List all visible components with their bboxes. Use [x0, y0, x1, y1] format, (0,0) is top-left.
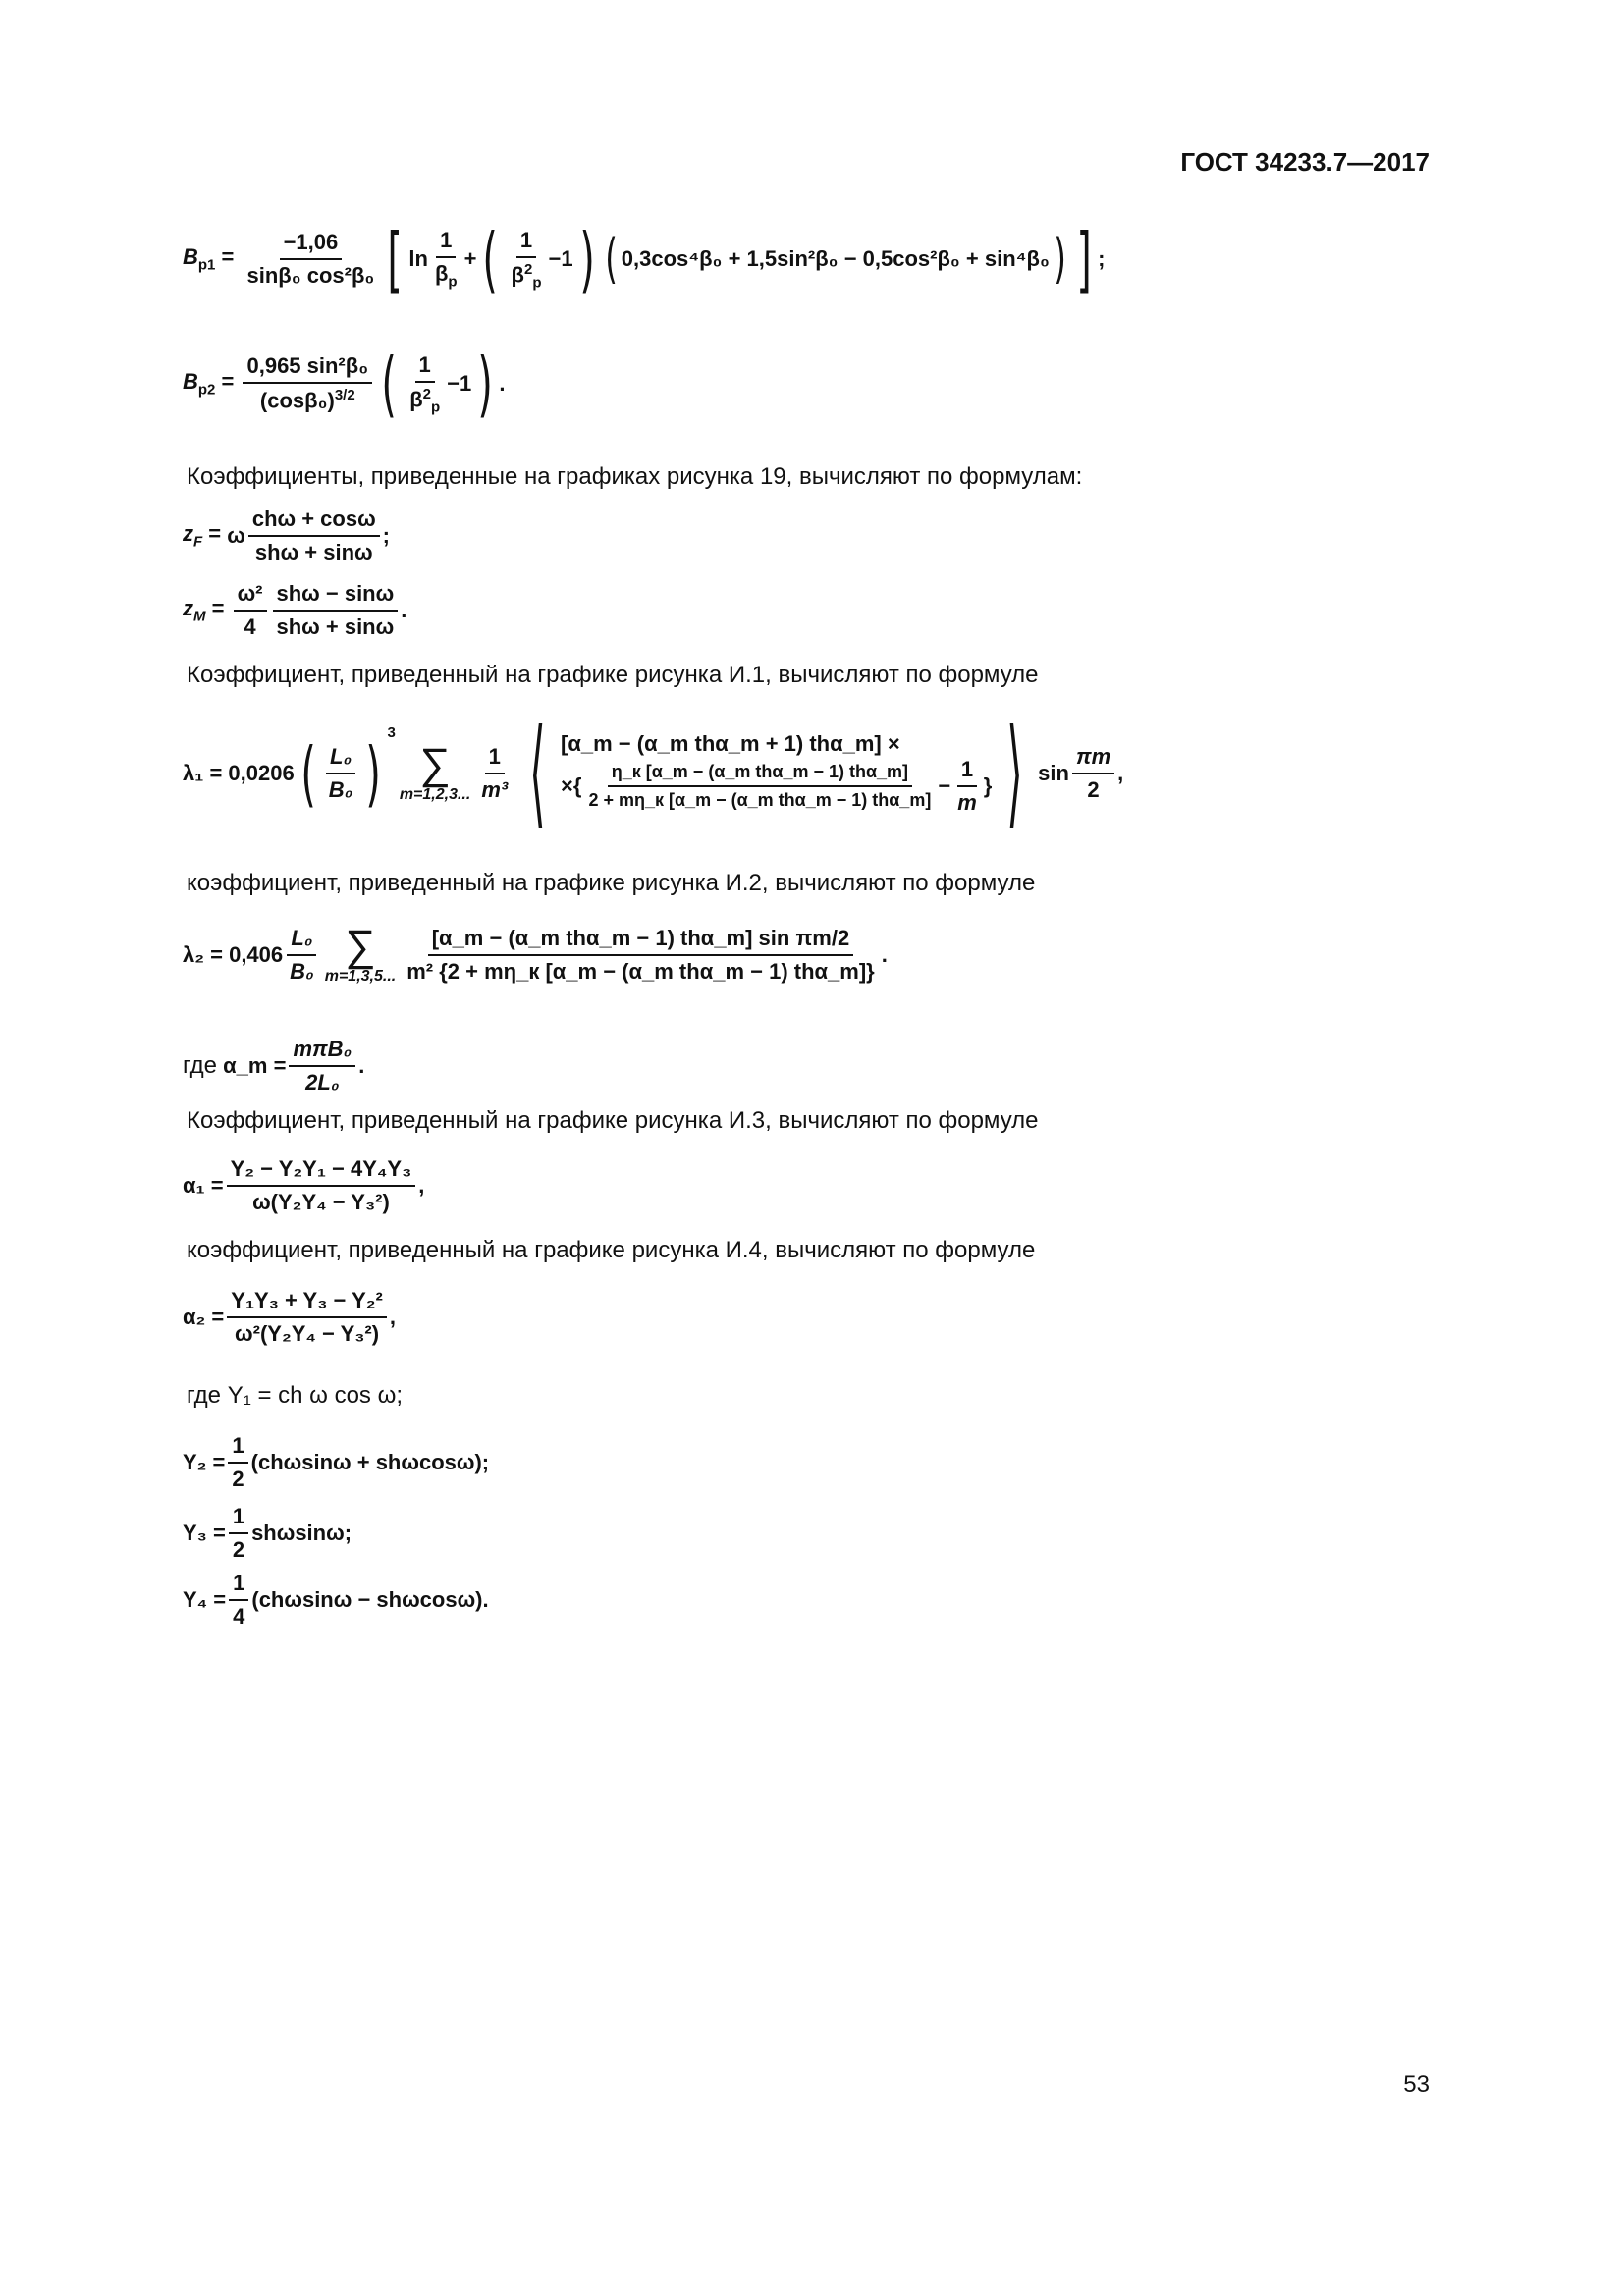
formula-y2: Y₂ = $\frac{1}{2}$ (chωsinω + shωcosω); [183, 1433, 490, 1491]
paragraph-figure-i3: Коэффициент, приведенный на графике рисунка И.3, вычисляют по формуле [187, 1107, 1039, 1134]
formula-bp1: $B_{p1}$ = $\frac{-1,06}{\text{sinβ₀ cos²β₀}}$ [ ln $\frac{1}{\beta_p}$ + ( $\frac{1}{\beta^2_p}$ −1 ) ( 0,3cos⁴β₀ + 1,5sin²β₀ − 0,5cos²β₀ + sin⁴β₀ ) ] ; [183, 218, 1106, 300]
document-header: ГОСТ 34233.7—2017 [1180, 147, 1430, 177]
paragraph-figure19: Коэффициенты, приведенные на графиках рисунка 19, вычисляют по формулам: [187, 463, 1083, 490]
formula-lambda1: λ₁ = 0,0206 ( $\frac{\text{L₀}}{\text{B₀}}$ ) $^3$ ∑ m=1,2,3... $\frac{1}{\text{m³}}$ ⟨ [α_m − (α_m thα_m + 1) thα_m] × ×{ $\frac{\text{η\_к [α\_m − (α\_m thα\_m − 1) thα\_m]}}{\text{2 + mη\_к [α\_m − (α\_m thα\_m − 1) thα\_m]}}$ − $\frac{1}{m}$ } ⟩ sin $\frac{\pi m}{2}$ , [183, 705, 1124, 841]
formula-alpha2: α₂ = $\frac{\text{Y₁Y₃ + Y₃ − Y₂²}}{\text{ω²(Y₂Y₄ − Y₃²)}}$ , [183, 1288, 396, 1346]
paragraph-figure-i2: коэффициент, приведенный на графике рисунка И.2, вычисляют по формуле [187, 870, 1036, 896]
formula-y3: Y₃ = $\frac{1}{2}$ shωsinω; [183, 1504, 352, 1562]
paragraph-figure-i4: коэффициент, приведенный на графике рисунка И.4, вычисляют по формуле [187, 1237, 1036, 1263]
formula-zm: $z_M$ = $\frac{\text{ω²}}{4}$ $\frac{\text{shω − sinω}}{\text{shω + sinω}}$ . [183, 581, 407, 639]
formula-y4: Y₄ = $\frac{1}{4}$ (chωsinω − shωcosω). [183, 1571, 489, 1629]
formula-alpha1: α₁ = $\frac{\text{Y₂ − Y₂Y₁ − 4Y₄Y₃}}{\text{ω(Y₂Y₄ − Y₃²)}}$ , [183, 1156, 425, 1214]
formula-bp2: $B_{p2}$ = $\frac{\text{0,965 sin²β₀}}{(\cos\beta_0)^{3/2}}$ ( $\frac{1}{\beta^2_p}$ −1 ) . [183, 343, 506, 425]
paragraph-figure-i1: Коэффициент, приведенный на графике рисунка И.1, вычисляют по формуле [187, 662, 1039, 688]
page-number: 53 [1403, 2071, 1430, 2098]
formula-zf: $z_F$ = ω $\frac{\text{chω + cosω}}{\text{shω + sinω}}$ ; [183, 507, 390, 564]
formula-lambda2: λ₂ = 0,406 $\frac{\text{L₀}}{\text{B₀}}$ ∑ m=1,3,5... $\frac{\text{[α\_m − (α\_m thα\_m − 1) thα\_m] sin πm/2}}{\text{m² \{2 + mη\_к [α\_m − (α\_m thα\_m − 1) thα\_m]\}}}$ . [183, 922, 888, 985]
where-y1: где Y₁ = ch ω cos ω; [187, 1382, 403, 1409]
formula-alpha-m: где α_m = $\frac{\text{mπB₀}}{\text{2L₀}}$ . [183, 1037, 365, 1095]
